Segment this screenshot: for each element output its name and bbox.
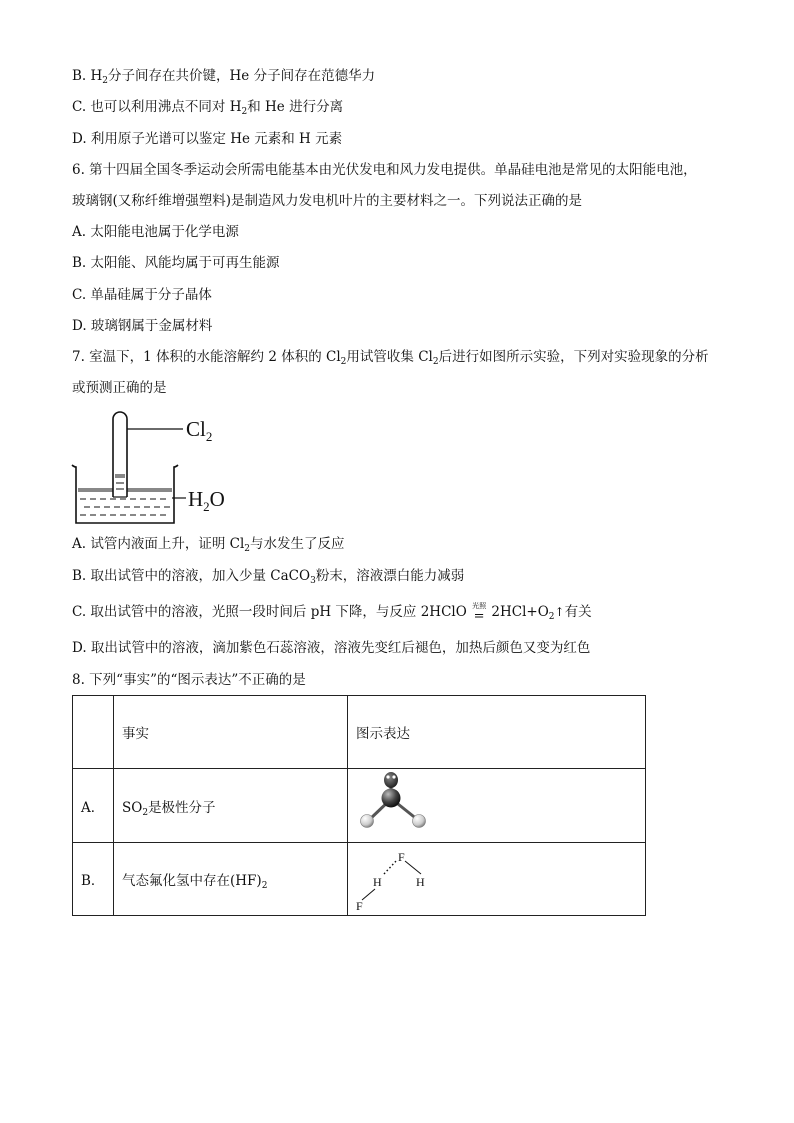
text: 2HCl+O <box>487 604 549 620</box>
oxygen-atom-left <box>361 814 374 827</box>
so2-ball-model <box>356 771 446 837</box>
q7-stem-line2: 或预测正确的是 <box>72 380 167 396</box>
text: 与水发生了反应 <box>250 536 345 552</box>
q5-option-d: D. 利用原子光谱可以鉴定 He 元素和 H 元素 <box>72 131 343 147</box>
subscript: 3 <box>310 576 316 586</box>
text: B. H <box>72 68 103 84</box>
text: B. 取出试管中的溶液，加入少量 CaCO <box>72 568 311 584</box>
hf-covalent-bond-top <box>405 861 421 874</box>
q6-option-b: B. 太阳能、风能均属于可再生能源 <box>72 255 280 271</box>
q6-stem-line1: 6. 第十四届全国冬季运动会所需电能基本由光伏发电和风力发电提供。单晶硅电池是常见的太阳能电池， <box>72 162 697 178</box>
text: 是极性分子 <box>148 799 216 816</box>
lone-pair-lobe <box>384 772 398 788</box>
row-diagram <box>348 769 646 843</box>
text: A. 试管内液面上升，证明 Cl <box>72 536 245 552</box>
text: 有关 <box>564 604 592 620</box>
equals-sign: = <box>473 609 485 624</box>
q8-stem: 8. 下列“事实”的“图示表达”不正确的是 <box>72 672 306 688</box>
text: SO <box>122 799 143 816</box>
q7-option-b <box>72 567 464 585</box>
text: 和 He 进行分离 <box>247 99 344 115</box>
hydrogen-bond <box>384 860 397 874</box>
subscript: 2 <box>340 357 347 367</box>
subscript: 2 <box>244 544 251 554</box>
row-diagram <box>348 843 646 916</box>
h-atom-left: H <box>373 875 382 889</box>
water-dashes <box>80 499 170 515</box>
header-diagram: 图示表达 <box>348 696 646 769</box>
text: 7. 室温下，1 体积的水能溶解约 2 体积的 Cl <box>72 349 341 365</box>
table-row <box>73 769 646 843</box>
f-atom-bottom: F <box>356 899 363 910</box>
header-fact: 事实 <box>114 696 348 769</box>
subscript: 2 <box>261 881 268 891</box>
subscript: 2 <box>548 612 555 622</box>
h2o-label: $H_2O$ <box>188 487 225 514</box>
text: 分子间存在共价键，He 分子间存在范德华力 <box>108 68 376 84</box>
q5-option-c <box>72 98 343 116</box>
q7-option-a <box>72 535 345 553</box>
oxygen-atom-right <box>413 814 426 827</box>
gas-arrow-icon: ↑ <box>554 605 565 619</box>
text: 粉末，溶液漂白能力减弱 <box>315 568 465 584</box>
subscript: 2 <box>432 357 439 367</box>
header-blank-cell <box>73 696 114 769</box>
condition-text: 光照 <box>472 602 487 610</box>
row-label: B． <box>73 843 114 916</box>
hf-dimer-structure <box>356 844 446 910</box>
table-row <box>73 843 646 916</box>
row-fact <box>114 769 348 843</box>
table-header-row <box>73 696 646 769</box>
text: 气态氟化氢中存在(HF) <box>122 873 262 889</box>
subscript: 2 <box>241 107 248 117</box>
sulfur-atom <box>382 788 401 807</box>
q7-option-c <box>72 602 592 624</box>
q6-option-c: C. 单晶硅属于分子晶体 <box>72 287 212 303</box>
q6-option-a: A. 太阳能电池属于化学电源 <box>72 224 239 240</box>
q5-option-b <box>72 67 375 85</box>
row-fact <box>114 843 348 916</box>
q6-option-d: D. 玻璃钢属于金属材料 <box>72 318 213 334</box>
cl2-label: $Cl_2$ <box>186 417 213 444</box>
row-label: A． <box>73 769 114 843</box>
chlorine-test-tube-figure <box>70 405 245 530</box>
text: 后进行如图所示实验，下列对实验现象的分析 <box>438 349 709 365</box>
fact-diagram-table <box>72 695 646 916</box>
f-atom-top: F <box>398 850 405 864</box>
q7-stem-line1 <box>72 348 709 366</box>
hf-covalent-bond-bottom <box>362 889 375 900</box>
text: 用试管收集 Cl <box>346 349 433 365</box>
test-tube <box>113 412 127 497</box>
text: C. 取出试管中的溶液，光照一段时间后 pH 下降，与反应 2HClO <box>72 604 472 620</box>
reaction-condition <box>471 602 487 624</box>
subscript: 2 <box>102 76 109 86</box>
q6-stem-line2: 玻璃钢(又称纤维增强塑料)是制造风力发电机叶片的主要材料之一。下列说法正确的是 <box>72 193 583 209</box>
h-atom-right: H <box>416 875 425 889</box>
subscript: 2 <box>142 807 149 818</box>
q7-option-d: D. 取出试管中的溶液，滴加紫色石蕊溶液，溶液先变红后褪色，加热后颜色又变为红色 <box>72 640 591 656</box>
text: C. 也可以利用沸点不同对 H <box>72 99 242 115</box>
